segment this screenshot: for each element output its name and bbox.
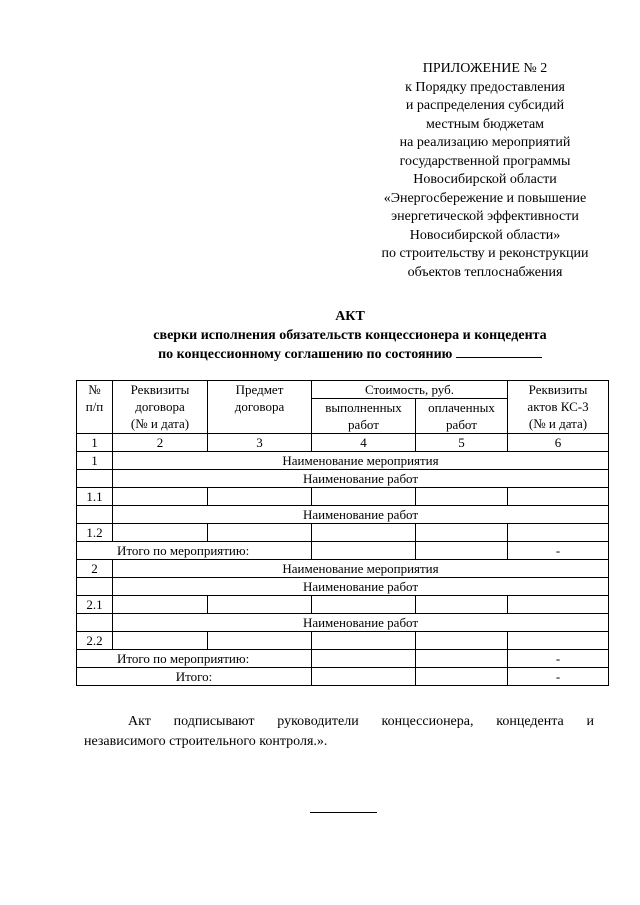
work-name-row [77, 470, 609, 488]
note-line-1: Акт подписывают руководители концессионера, концедента и [128, 714, 594, 729]
header-row-1 [77, 381, 609, 399]
header-paid-line2: работ [446, 417, 477, 432]
subtotal-label: Итого по мероприятию: [77, 542, 312, 560]
empty-cell [312, 632, 416, 650]
row-number: 2.1 [77, 596, 113, 614]
title-subject: сверки исполнения обязательств концессионера и концедента [153, 328, 547, 343]
empty-cell [416, 668, 508, 686]
header-req-line2: договора [135, 399, 185, 414]
empty-cell [312, 542, 416, 560]
appendix-line: государственной программы [399, 153, 571, 169]
appendix-line: на реализацию мероприятий [399, 135, 571, 150]
header-ks3-acts [508, 381, 609, 434]
work-name: Наименование работ [113, 614, 609, 632]
appendix-block [345, 60, 625, 282]
closing-rule [310, 812, 377, 813]
table-row [77, 632, 609, 650]
empty-cell [113, 488, 208, 506]
appendix-line: «Энергосбережение и повышение [383, 190, 587, 206]
header-work-done [312, 399, 416, 434]
empty-cell [312, 488, 416, 506]
empty-cell [113, 632, 208, 650]
title-act: АКТ [335, 309, 365, 324]
empty-cell [77, 470, 113, 488]
work-name: Наименование работ [113, 506, 609, 524]
row-number: 1 [77, 452, 113, 470]
table-row [77, 488, 609, 506]
header-num [77, 381, 113, 434]
row-number: 2.2 [77, 632, 113, 650]
col-number: 6 [508, 434, 609, 452]
empty-cell [77, 614, 113, 632]
appendix-heading: ПРИЛОЖЕНИЕ № 2 [422, 61, 548, 76]
appendix-line: Новосибирской области» [409, 227, 561, 243]
note-line-2: независимого строительного контроля.». [84, 734, 328, 749]
row-number: 1.2 [77, 524, 113, 542]
row-number: 2 [77, 560, 113, 578]
col-number: 4 [312, 434, 416, 452]
header-num-line2: п/п [85, 399, 104, 414]
event-row [77, 452, 609, 470]
appendix-line: к Порядку предоставления [405, 79, 565, 95]
subtotal-label: Итого по мероприятию: [77, 650, 312, 668]
total-row [77, 668, 609, 686]
work-name-row [77, 614, 609, 632]
col-number: 1 [77, 434, 113, 452]
column-numbers-row [77, 434, 609, 452]
header-req-line1: Реквизиты [130, 382, 190, 397]
header-cost: Стоимость, руб. [312, 381, 508, 399]
header-acts-line2: актов КС-3 [527, 399, 589, 414]
header-paid-line1: оплаченных [428, 400, 495, 415]
header-acts-line1: Реквизиты [528, 382, 588, 397]
document-title [60, 307, 640, 364]
empty-cell [508, 488, 609, 506]
appendix-line: энергетической эффективности [391, 209, 579, 224]
work-name-row [77, 506, 609, 524]
empty-cell [416, 632, 508, 650]
header-req-line3: (№ и дата) [130, 416, 190, 431]
subtotal-row [77, 542, 609, 560]
work-name: Наименование работ [113, 470, 609, 488]
reconciliation-table [76, 380, 609, 686]
title-date-label: по концессионному соглашению по состоянию [158, 347, 453, 362]
header-done-line1: выполненных [325, 400, 402, 415]
total-label: Итого: [77, 668, 312, 686]
col-number: 5 [416, 434, 508, 452]
table-row [77, 596, 609, 614]
empty-cell [312, 650, 416, 668]
empty-cell [416, 596, 508, 614]
empty-cell [312, 596, 416, 614]
empty-cell [508, 596, 609, 614]
empty-cell [113, 524, 208, 542]
empty-cell [416, 650, 508, 668]
col-number: 2 [113, 434, 208, 452]
empty-cell [113, 596, 208, 614]
work-name: Наименование работ [113, 578, 609, 596]
header-contract-details [113, 381, 208, 434]
row-number: 1.1 [77, 488, 113, 506]
appendix-line: местным бюджетам [425, 116, 545, 132]
event-name: Наименование мероприятия [113, 452, 609, 470]
header-num-line1: № [88, 382, 101, 397]
empty-cell [208, 632, 312, 650]
title-date-line [60, 345, 640, 364]
empty-cell [416, 524, 508, 542]
appendix-line: по строительству и реконструкции [381, 246, 589, 261]
col-number: 3 [208, 434, 312, 452]
event-name: Наименование мероприятия [113, 560, 609, 578]
empty-cell [312, 668, 416, 686]
table-row [77, 524, 609, 542]
signature-note [84, 712, 594, 752]
header-acts-line3: (№ и дата) [528, 416, 588, 431]
empty-cell [77, 578, 113, 596]
header-subject-line1: Предмет [235, 382, 284, 397]
subtotal-dash: - [508, 650, 609, 668]
appendix-line: Новосибирской области [413, 172, 557, 187]
header-contract-subject [208, 381, 312, 434]
total-dash: - [508, 668, 609, 686]
subtotal-row [77, 650, 609, 668]
empty-cell [416, 488, 508, 506]
header-done-line2: работ [348, 417, 379, 432]
appendix-line: объектов теплоснабжения [407, 264, 563, 280]
empty-cell [312, 524, 416, 542]
empty-cell [208, 596, 312, 614]
empty-cell [208, 488, 312, 506]
empty-cell [77, 506, 113, 524]
header-subject-line2: договора [234, 399, 285, 414]
empty-cell [508, 524, 609, 542]
work-name-row [77, 578, 609, 596]
empty-cell [416, 542, 508, 560]
appendix-line: и распределения субсидий [405, 98, 565, 113]
empty-cell [208, 524, 312, 542]
event-row [77, 560, 609, 578]
date-blank [456, 345, 542, 358]
empty-cell [508, 632, 609, 650]
subtotal-dash: - [508, 542, 609, 560]
header-work-paid [416, 399, 508, 434]
